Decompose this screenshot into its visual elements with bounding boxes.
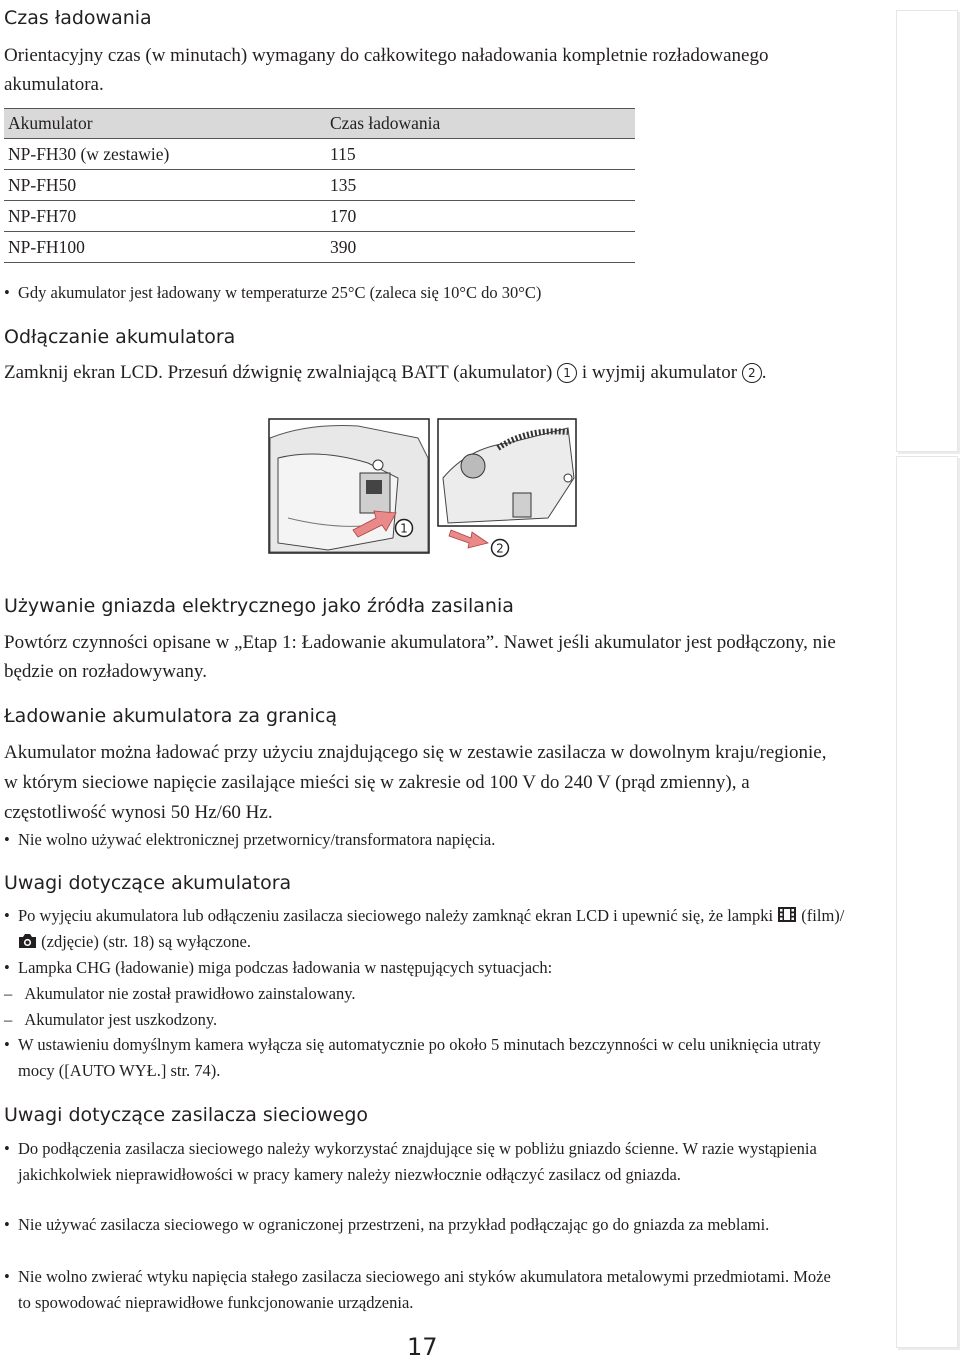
film-icon (777, 906, 797, 923)
adapter-note-3-text: Nie wolno zwierać wtyku napięcia stałego zasilacza sieciowego ani styków akumulatora metalowymi przedmiotami. Może to spowodować nieprawidłowe funkcjonowanie urządzenia. (18, 1267, 831, 1312)
illustration-label-2: 2 (496, 541, 504, 556)
battery-notes-heading: Uwagi dotyczące akumulatora (4, 872, 292, 894)
battery-note-2 (4, 955, 854, 981)
side-tab[interactable] (896, 456, 958, 1348)
abroad-heading: Ładowanie akumulatora za granicą (4, 705, 337, 727)
charging-time-intro: Orientacyjny czas (w minutach) wymagany do całkowitego naładowania kompletnie rozładowanego akumulatora. (4, 45, 769, 95)
adapter-note-3 (4, 1264, 834, 1316)
adapter-note-1-text: Do podłączenia zasilacza sieciowego należy wykorzystać znajdujące się w pobliżu gniazdo ścienne. W razie wystąpienia jakichkolwiek nieprawidłowości w pracy kamery należy niezwłocznie odłączyć zasilacz od gniazda. (18, 1139, 817, 1184)
battery-removal-illustration (268, 418, 578, 568)
table-header-battery: Akumulator (4, 109, 326, 139)
bullet: • (4, 283, 10, 302)
charging-time-table (4, 108, 635, 263)
table-header-time: Czas ładowania (326, 109, 635, 139)
table-cell-battery: NP-FH100 (4, 232, 326, 263)
outlet-heading: Używanie gniazda elektrycznego jako źródła zasilania (4, 595, 514, 617)
table-header-row (4, 109, 635, 139)
table-cell-battery: NP-FH70 (4, 201, 326, 232)
dash-1-text: Akumulator nie został prawidłowo zainstalowany. (24, 984, 356, 1003)
dash: – (4, 984, 13, 1003)
marker-1: 1 (557, 363, 577, 383)
battery-note-1 (4, 903, 854, 955)
charging-time-heading: Czas ładowania (4, 7, 152, 29)
table-row (4, 170, 635, 201)
temperature-note-text: Gdy akumulator jest ładowany w temperaturze 25°C (zaleca się 10°C do 30°C) (18, 283, 542, 302)
removing-text-a: Zamknij ekran LCD. Przesuń dźwignię zwalniającą BATT (akumulator) (4, 362, 558, 383)
battery-note-3 (4, 1032, 854, 1084)
removing-battery-heading: Odłączanie akumulatora (4, 326, 236, 348)
outlet-text: Powtórz czynności opisane w „Etap 1: Ładowanie akumulatora”. Nawet jeśli akumulator jest podłączony, nie będzie on rozładowywany. (4, 632, 836, 682)
abroad-bullet-text: Nie wolno używać elektronicznej przetwornicy/transformatora napięcia. (18, 830, 496, 849)
battery-note-3-text: W ustawieniu domyślnym kamera wyłącza się automatycznie po około 5 minutach bezczynności w celu uniknięcia utraty mocy ([AUTO WYŁ.] str. 74). (18, 1035, 821, 1080)
table-row (4, 232, 635, 263)
removing-text-c: . (761, 362, 767, 383)
side-tab[interactable] (896, 10, 958, 452)
battery-note-2-text: Lampka CHG (ładowanie) miga podczas ładowania w następujących sytuacjach: (18, 958, 553, 977)
battery-note-2-dash-2 (4, 1007, 217, 1033)
dash: – (4, 1010, 13, 1029)
table-cell-battery: NP-FH50 (4, 170, 326, 201)
page-number: 17 (407, 1333, 438, 1361)
bullet: • (4, 830, 10, 849)
battery-note-1-a: Po wyjęciu akumulatora lub odłączeniu zasilacza sieciowego należy zamknąć ekran LCD i upewnić się, że lampki (18, 906, 778, 925)
battery-note-1-b: (film)/ (797, 906, 845, 925)
marker-2: 2 (742, 363, 762, 383)
bullet: • (4, 1139, 10, 1158)
table-cell-time: 170 (326, 201, 635, 232)
temperature-note (4, 280, 854, 306)
table-cell-battery: NP-FH30 (w zestawie) (4, 139, 326, 170)
adapter-notes-heading: Uwagi dotyczące zasilacza sieciowego (4, 1104, 369, 1126)
side-tabs (896, 8, 956, 1358)
table-cell-time: 115 (326, 139, 635, 170)
table-cell-time: 390 (326, 232, 635, 263)
removing-text-b: i wyjmij akumulator (577, 362, 742, 383)
abroad-bullet (4, 827, 854, 853)
camera-icon (18, 933, 37, 949)
abroad-text: Akumulator można ładować przy użyciu znajdującego się w zestawie zasilacza w dowolnym kraju/regionie, w którym sieciowe napięcie zasilające mieści się w zakresie od 100 V do 240 V (prąd zmienny), a częstotliwość wynosi 50 Hz/60 Hz. (4, 742, 827, 823)
adapter-note-1 (4, 1136, 834, 1188)
battery-note-2-dash-1 (4, 981, 356, 1007)
adapter-note-2 (4, 1212, 834, 1238)
bullet: • (4, 1035, 10, 1054)
table-row (4, 139, 635, 170)
battery-note-1-text (18, 903, 854, 955)
removing-battery-text (4, 358, 784, 387)
bullet: • (4, 906, 10, 925)
illustration-label-1: 1 (400, 521, 408, 536)
table-row (4, 201, 635, 232)
bullet: • (4, 1267, 10, 1286)
battery-note-1-c: (zdjęcie) (str. 18) są wyłączone. (37, 932, 251, 951)
dash-2-text: Akumulator jest uszkodzony. (24, 1010, 218, 1029)
adapter-note-2-text: Nie używać zasilacza sieciowego w ograniczonej przestrzeni, na przykład podłączając go do gniazda za meblami. (18, 1215, 770, 1234)
table-cell-time: 135 (326, 170, 635, 201)
bullet: • (4, 1215, 10, 1234)
bullet: • (4, 958, 10, 977)
